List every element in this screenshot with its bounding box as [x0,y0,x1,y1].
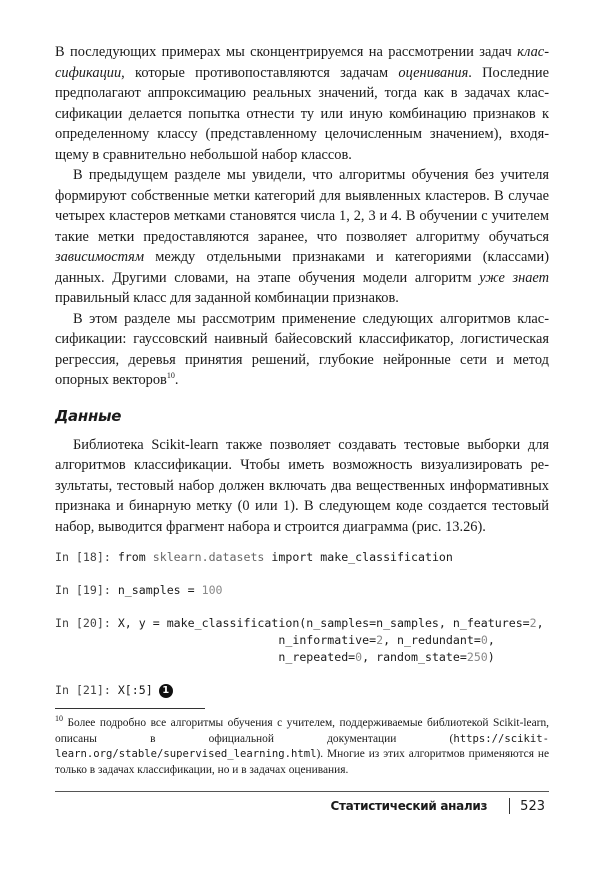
code-cell-20: In [20]: X, y = make_classification(n_samples=n_samples, n_features=2, n_informative=2, n_redundant=0, n_repeated=0, random_state=250) [55,616,544,664]
paragraph-1: В последующих примерах мы сконцентрируемся на рассмотрении задач классификации, которые противопоставляются задачам оценивания. Последние предполагают аппроксимацию реальных значений, тогда как в задачах классификации делается попытка отнести ту или иную комбинацию признаков к определенному классу (представленному целочисленным значением), входящему в сравнительно небольшой набор классов. [55,44,549,163]
paragraph-4: Библиотека Scikit-learn также позволяет создавать тестовые выборки для алгоритмов классификации. Чтобы иметь возможность визуализировать результаты, тестовый набор должен включать два вещественных информативных признака и бинарную метку (0 или 1). В следующем коде создается тестовый набор, выводится фрагмент набора и строится диаграмма (рис. 13.26). [55,436,549,535]
footnote-ref: 10 [166,371,175,381]
paragraph-2: В предыдущем разделе мы увидели, что алгоритмы обучения без учителя формируют собственные метки категорий для выявленных кластеров. В случае четырех кластеров метками становятся числа 1, 2, 3 и 4. В обучении с учителем такие метки предоставляются заранее, что позволяет алгоритму обучаться зависимостям между отдельными признаками и категориями (классами) данных. Другими словами, на этапе обучения модели алгоритм уже знает правильный класс для заданной комбинации признаков. [55,167,549,306]
callout-1-icon: 1 [159,684,173,698]
code-cell-19: In [19]: n_samples = 100 [55,583,223,597]
running-footer-title: Статистический анализ [330,799,488,813]
footer-rule [55,791,549,792]
page-number: 523 [520,798,545,814]
section-heading: Данные [55,406,122,425]
footnote-url: https://scikit-learn.org/stable/supervised_learning.html [55,732,549,760]
footnote: $^{10}$ Более подробно все алгоритмы обучения с учителем, поддерживаемые библиотекой Scikit-learn, описаны в официальной документации (https://scikit-learn.org/stable/supervised_learning.html). Многие из этих алгоритмов применяются не только в задачах классификации, но и в задачах оценивания. [55,714,549,776]
footer-separator [509,798,510,814]
paragraph-3: В этом разделе мы рассмотрим применение следующих алгоритмов классификации: гауссовский наивный байесовский классификатор, логистическая регрессия, деревья принятия решений, глубокие нейронные сети и метод опорных векторов$^{10}$. [55,310,549,388]
code-cell-21: In [21]: X[:5] 1 [55,682,549,699]
running-footer [330,798,545,814]
code-cell-18: In [18]: from sklearn.datasets import make_classification [55,550,453,564]
footnote-rule [55,708,205,709]
page-body [55,42,549,699]
